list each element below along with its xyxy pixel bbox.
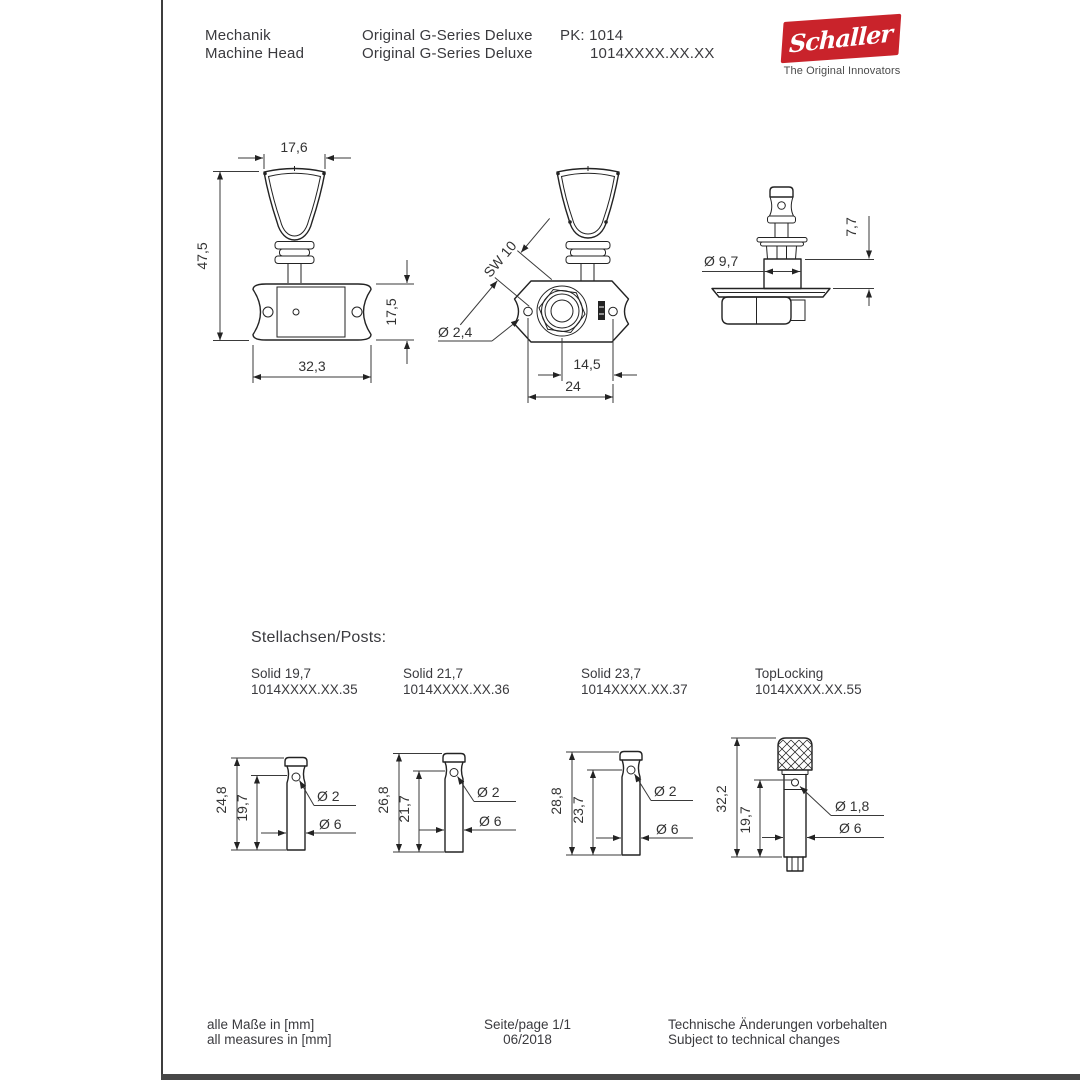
- svg-text:23,7: 23,7: [570, 796, 586, 824]
- dim-post1-length: [234, 776, 287, 851]
- top-view: [438, 166, 637, 403]
- dim-front-total-height: [194, 172, 259, 341]
- front-center-hole: [293, 309, 299, 315]
- svg-text:Ø 6: Ø 6: [839, 820, 862, 836]
- svg-text:21,7: 21,7: [396, 795, 412, 823]
- front-screw-hole-right: [352, 307, 362, 317]
- dim-post2-length: [396, 771, 445, 852]
- svg-text:47,5: 47,5: [194, 242, 210, 270]
- top-screw-hole-right: [609, 307, 618, 316]
- front-plate-outline: [253, 284, 371, 340]
- footer-page-number: Seite/page 1/1: [483, 1017, 572, 1032]
- footer-page-info: [440, 1017, 615, 1047]
- dim-post3-dia: [596, 821, 693, 838]
- top-hex-nut: [539, 290, 585, 333]
- svg-text:32,2: 32,2: [713, 785, 729, 813]
- svg-text:Ø 2: Ø 2: [477, 784, 500, 800]
- footer-units-en: all measures in [mm]: [207, 1032, 332, 1047]
- svg-text:17,5: 17,5: [383, 298, 399, 326]
- dim-top-hole-dia: [438, 320, 519, 342]
- schaller-logo-text: Schaller: [788, 18, 894, 59]
- top-bushing-bore: [551, 300, 573, 322]
- dim-post4-dia: [762, 820, 884, 838]
- side-bushing: [764, 259, 801, 289]
- dim-post1-hole: [300, 781, 357, 806]
- variant-solid-19-7: [251, 666, 358, 697]
- svg-text:Ø 6: Ø 6: [656, 821, 679, 837]
- svg-text:Ø 9,7: Ø 9,7: [704, 253, 739, 269]
- front-plate-cover: [277, 287, 345, 337]
- dim-post2-dia: [419, 813, 516, 830]
- front-view: [194, 139, 414, 383]
- schaller-logo-tagline: The Original Innovators: [783, 65, 901, 77]
- svg-text:26,8: 26,8: [375, 786, 391, 814]
- svg-text:24,8: 24,8: [213, 786, 229, 814]
- svg-text:SW 10: SW 10: [480, 237, 520, 281]
- front-button-inner-line: [269, 173, 321, 236]
- footer-notice-de: Technische Änderungen vorbehalten: [668, 1017, 888, 1032]
- variant-code: 1014XXXX.XX.36: [403, 681, 510, 697]
- variant-solid-23-7: [581, 666, 688, 697]
- dim-post3-length: [570, 770, 622, 855]
- post-solid-21-7: [375, 754, 516, 853]
- variant-code: 1014XXXX.XX.37: [581, 681, 688, 697]
- front-screw-hole-left: [263, 307, 273, 317]
- series-name-line1: Original G-Series Deluxe: [362, 27, 533, 44]
- toplocking-knurled-knob: [778, 738, 812, 770]
- svg-text:Ø 6: Ø 6: [479, 813, 502, 829]
- svg-text:32,3: 32,3: [298, 358, 326, 374]
- side-view: [702, 187, 874, 324]
- svg-text:19,7: 19,7: [737, 806, 753, 834]
- footer-notice: [668, 1017, 887, 1047]
- footer-units-de: alle Maße in [mm]: [207, 1017, 315, 1032]
- pk-number: PK: 1014: [560, 27, 624, 44]
- front-button-outline: [264, 169, 325, 241]
- series-name-line2: Original G-Series Deluxe: [362, 44, 533, 62]
- side-hex: [767, 246, 797, 259]
- top-housing-outline: [515, 281, 629, 342]
- dim-top-hole-offset: [538, 319, 637, 381]
- side-string-hole: [778, 202, 786, 210]
- dim-front-plate-height: [376, 260, 414, 364]
- post-solid-23-7: [548, 752, 693, 856]
- svg-text:Ø 2: Ø 2: [654, 783, 677, 799]
- product-type-en: Machine Head: [205, 44, 305, 62]
- posts-section-title: Stellachsen/Posts:: [251, 629, 387, 646]
- variant-name: Solid 19,7: [251, 666, 312, 681]
- front-shaft: [288, 264, 301, 284]
- svg-text:24: 24: [565, 378, 581, 394]
- variant-toplocking: [755, 666, 862, 697]
- dim-post1-dia: [261, 816, 356, 833]
- svg-text:Ø 2,4: Ø 2,4: [438, 324, 473, 340]
- svg-text:19,7: 19,7: [234, 794, 250, 822]
- dim-front-plate-width: [253, 345, 371, 383]
- svg-text:Ø 6: Ø 6: [319, 816, 342, 832]
- footer-date: 06/2018: [503, 1032, 552, 1047]
- svg-text:28,8: 28,8: [548, 787, 564, 815]
- front-collar: [275, 242, 314, 250]
- post-toplocking: [713, 738, 884, 871]
- variant-code: 1014XXXX.XX.55: [755, 681, 862, 697]
- variant-name: TopLocking: [755, 666, 824, 681]
- side-collar: [757, 238, 807, 243]
- order-code: 1014XXXX.XX.XX: [590, 44, 715, 62]
- svg-text:17,6: 17,6: [280, 139, 308, 155]
- dim-post2-hole: [458, 777, 517, 802]
- top-button-outline: [557, 169, 619, 239]
- variant-name: Solid 21,7: [403, 666, 464, 681]
- footer-notice-en: Subject to technical changes: [668, 1032, 840, 1047]
- product-type-de: Mechanik: [205, 27, 271, 44]
- post-solid-19-7: [213, 758, 356, 851]
- variant-name: Solid 23,7: [581, 666, 642, 681]
- dim-front-top-width: [238, 139, 351, 169]
- svg-text:Ø 2: Ø 2: [317, 788, 340, 804]
- variant-code: 1014XXXX.XX.35: [251, 681, 358, 697]
- top-screw-hole-left: [524, 307, 533, 316]
- toplocking-hex-tip: [787, 857, 803, 871]
- svg-text:7,7: 7,7: [843, 217, 859, 237]
- footer-units: [207, 1017, 332, 1047]
- dim-post3-hole: [635, 774, 694, 801]
- top-slot: [598, 301, 605, 320]
- svg-text:14,5: 14,5: [573, 356, 601, 372]
- side-post-cap: [770, 187, 793, 197]
- variant-solid-21-7: [403, 666, 510, 697]
- dim-post4-hole: [800, 787, 884, 816]
- dim-post4-total: [713, 738, 782, 857]
- svg-text:Ø 1,8: Ø 1,8: [835, 798, 870, 814]
